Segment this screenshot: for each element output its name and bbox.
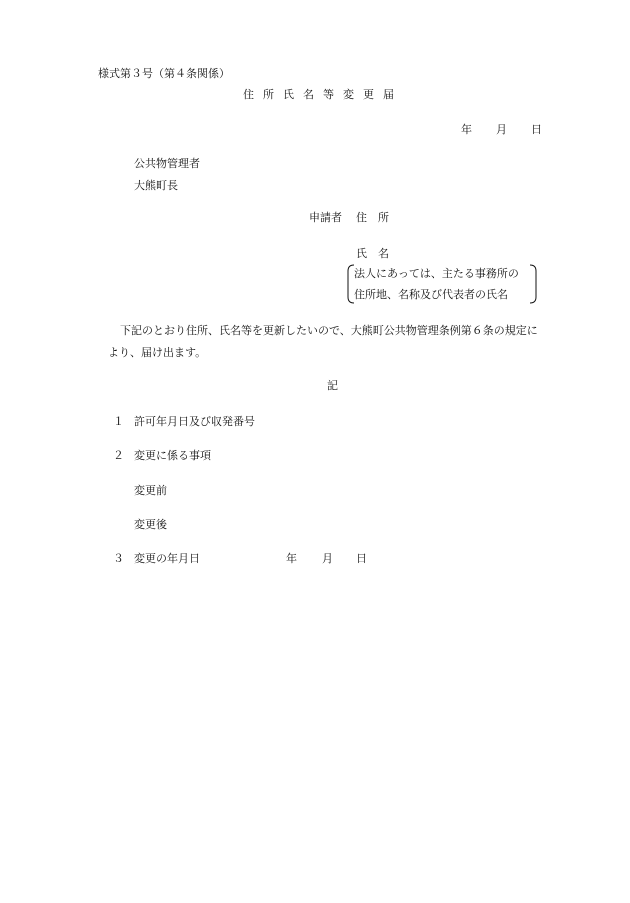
applicant-address-label: 住 所 bbox=[356, 211, 389, 224]
change-before-label: 変更前 bbox=[134, 484, 167, 497]
change-date-month: 月 bbox=[322, 552, 333, 565]
applicant-name-label: 氏 名 bbox=[356, 247, 389, 260]
header-date-day: 日 bbox=[531, 123, 542, 136]
change-date-year: 年 bbox=[286, 552, 297, 565]
change-date bbox=[0, 553, 630, 567]
addressee-line2: 大熊町長 bbox=[134, 179, 178, 192]
corporate-note-line2: 住所地、名称及び代表者の氏名 bbox=[354, 288, 508, 301]
body-text-line2: より、届け出ます。 bbox=[108, 346, 207, 359]
form-number: 様式第３号（第４条関係） bbox=[98, 67, 230, 80]
addressee-line1: 公共物管理者 bbox=[134, 157, 200, 170]
corporate-note-line1: 法人にあっては、主たる事務所の bbox=[354, 267, 519, 280]
header-date bbox=[0, 124, 630, 138]
applicant-role-label: 申請者 bbox=[309, 211, 342, 224]
item-3-label: 変更の年月日 bbox=[134, 552, 200, 565]
item-1-label: 許可年月日及び収発番号 bbox=[134, 415, 255, 428]
change-date-day: 日 bbox=[356, 552, 367, 565]
corporate-note bbox=[346, 264, 538, 304]
header-date-month: 月 bbox=[496, 123, 507, 136]
ki-heading: 記 bbox=[327, 379, 338, 392]
item-3-number: ３ bbox=[113, 552, 124, 565]
item-2-label: 変更に係る事項 bbox=[134, 449, 211, 462]
body-text-line1: 下記のとおり住所、氏名等を更新したいので、大熊町公共物管理条例第６条の規定に bbox=[120, 324, 538, 337]
item-1-number: １ bbox=[113, 415, 124, 428]
header-date-year: 年 bbox=[461, 123, 472, 136]
form-title: 住所氏名等変更届 bbox=[243, 88, 403, 101]
item-2-number: ２ bbox=[113, 449, 124, 462]
change-after-label: 変更後 bbox=[134, 518, 167, 531]
